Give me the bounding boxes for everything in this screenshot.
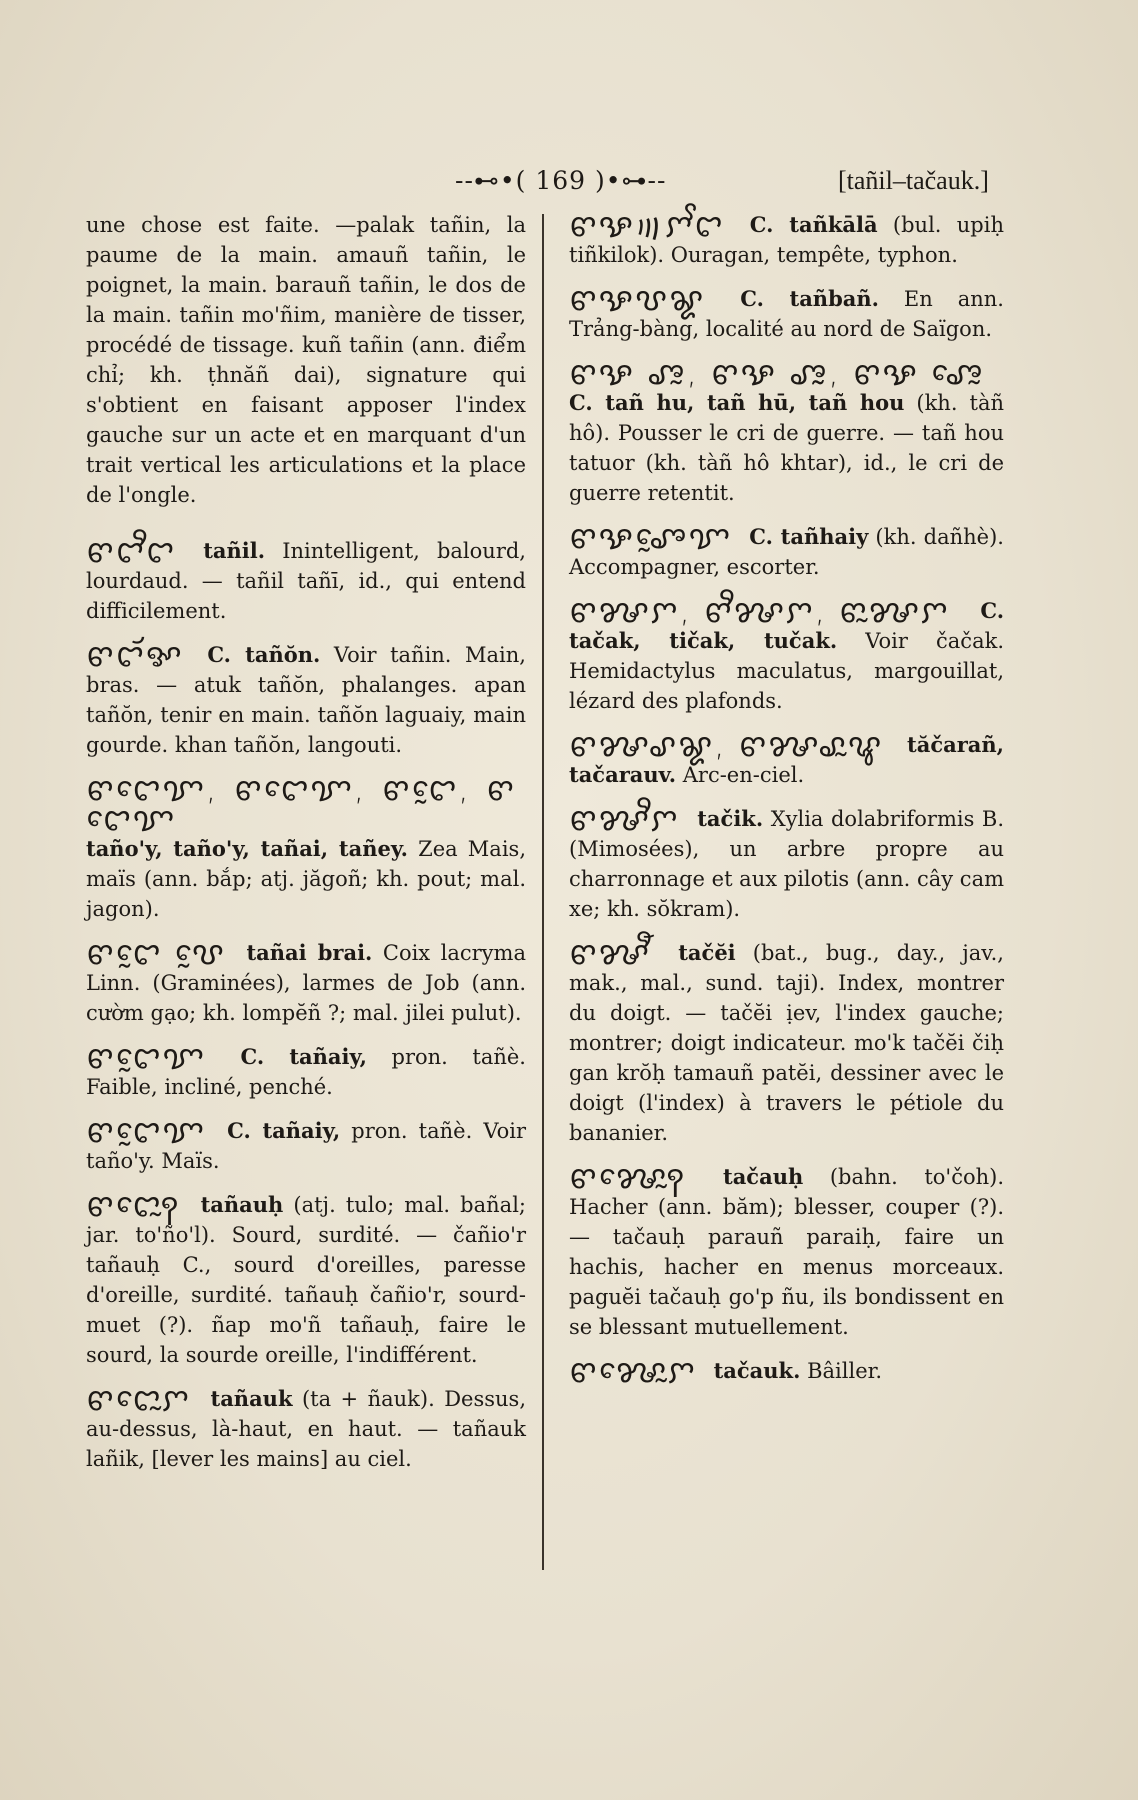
page-number: --⊷•( 169 )•⊶-- (455, 166, 667, 195)
entry-headword: tăčarañ, tačarauv. (569, 732, 1004, 787)
dictionary-entry (86, 1380, 526, 1474)
entry-text: Bâiller. (807, 1359, 883, 1383)
dictionary-entry (569, 280, 1004, 344)
dictionary-entry (86, 770, 526, 924)
page-header (0, 166, 1138, 206)
dictionary-entry (569, 726, 1004, 790)
right-column (569, 206, 1005, 1400)
entry-text: (kh. dañhè). Accompagner, escorter. (569, 525, 1004, 579)
entry-headword: C. tañŏn. (207, 642, 321, 667)
dictionary-entry (86, 1112, 527, 1176)
dictionary-entry (86, 532, 526, 626)
cham-script-word: ꨓꨍꨆ, ꨓꨪꨍꨆ, ꨓꨭꨍꨆ (569, 592, 950, 630)
cham-script-word: ꨓꨍꨣꨘ, ꨓꨍꨣꨭꨥ (569, 726, 884, 764)
dictionary-entry (569, 934, 1004, 1148)
dictionary-entry (86, 934, 526, 1028)
entry-text: (atj. tulo; mal. bañal; jar. to'ño'l). Sourd, surdité. — čañio'r tañauḥ C., sourd d'oreilles, paresse d'oreille, surdité. tañauḥ čañio'r, sourd-muet (?). ñap mo'ñ tañauḥ, faire le sourd, la sourde oreille, l'indifférent. (86, 1193, 526, 1367)
entry-text: pron. tañè. Voir taño'y. Maïs. (86, 1119, 527, 1173)
entry-headword: C. tañ hu, tañ hū, tañ hou (569, 390, 905, 415)
entry-headword: C. tañaiy, (240, 1044, 367, 1069)
entry-text: (bat., bug., day., jav., mak., mal., sund. taji). Index, montrer du doigt. — tačĕi ịev, l'index gauche; montrer; doigt indicateur. mo'k tačĕi čiḥ gan krŏḥ tamauñ patĕi, dessiner avec le doigt (l'index) à travers le pétiole du bananier. (569, 941, 1004, 1145)
cham-script-word: ꨓꨤꨰꨢ (86, 1112, 206, 1150)
entry-continuation (86, 210, 526, 510)
entry-headword: tačauḥ (723, 1164, 804, 1189)
left-column (86, 210, 526, 1488)
dictionary-entry (569, 1352, 1004, 1390)
dictionary-entry (569, 1158, 1004, 1342)
entry-headword: tañil. (203, 538, 266, 563)
entry-headword: tañai brai. (246, 940, 373, 965)
dictionary-entry (569, 354, 1004, 508)
entry-text: (kh. tàñ hô). Pousser le cri de guerre. — tañ hou tatuor (kh. tàñ hô khtar), id., le cri de guerre retentit. (569, 391, 1004, 505)
cham-script-word: ꨓꨊꨨꨰꨢ (569, 518, 733, 556)
entry-text: (bul. upiḥ tiñkilok). Ouragan, tempête, typhon. (569, 213, 1004, 267)
entry-headword: tañauḥ (200, 1192, 284, 1217)
dictionary-entry (86, 636, 526, 760)
entry-headword: C. tañhaiy (749, 524, 869, 549)
entry-text: Inintelligent, balourd, lourdaud. — tañil tañī, id., qui entend difficilement. (86, 539, 526, 623)
running-head: [tañil–tačauk.] (838, 166, 989, 195)
entry-text: (ta + ñauk). Dessus, au-dessus, là-haut, en haut. — tañauk lañik, [lever les mains] au ciel. (86, 1387, 526, 1471)
entry-headword: tañauk (210, 1386, 293, 1411)
entry-headword: C. tačak, tičak, tučak. (569, 598, 1004, 653)
dictionary-entry (86, 1038, 526, 1102)
cham-script-word: ꨓꨍꨬ (569, 934, 652, 972)
cham-script-word: ꨓꨍꨯꨭꨆ (569, 1352, 697, 1390)
entry-text: Xylia dolabriformis B. (Mimosées), un arbre propre au charronnage et aux pilotis (ann. cây cam xe; kh. sŏkram). (569, 807, 1005, 921)
entry-headword: taño'y, taño'y, tañai, tañey. (86, 836, 408, 861)
entry-headword: C. tañaiy, (227, 1118, 341, 1143)
entry-headword: C. tañbañ. (740, 286, 879, 311)
dictionary-entry (569, 800, 1005, 924)
cham-script-word: ꨓꨤꨯꨢ, ꨓꨤꨯꨢ, ꨓꨤꨰ, ꨓꨤꨯꨢ (86, 770, 516, 838)
cham-script-word: ꨓꨊꨝꨘ (569, 280, 706, 318)
entry-text: pron. tañè. Faible, incliné, penché. (86, 1045, 526, 1099)
dictionary-entry (86, 1186, 526, 1370)
entry-text: Voir tañin. Main, bras. — atuk tañŏn, phalanges. apan tañŏn, tenir en main. tañŏn laguaiy, main gourde. khan tañŏn, langouti. (86, 643, 526, 757)
entry-text: En ann. Trảng-bàng, localité au nord de Saïgon. (569, 287, 1004, 341)
cham-script-word: ꨓꨊ꩟ꨆꨩꨤ (569, 206, 725, 244)
cham-script-word: ꨓꨤꨪꨤ (86, 532, 177, 570)
entry-headword: tačauk. (713, 1358, 801, 1383)
cham-script-word: ꨓꨍꨪꨆ (569, 800, 680, 838)
cham-script-word: ꨓꨤꨮꨀ (86, 636, 184, 674)
dictionary-entry (569, 592, 1004, 716)
cham-script-word: ꨓꨤꨯꨭꨆ (86, 1380, 192, 1418)
cham-script-word: ꨓꨍꨯꨭꩍ (569, 1158, 687, 1196)
cham-script-word: ꨓꨤꨯꨭꩍ (86, 1186, 181, 1224)
entry-headword: C. tañkālā (749, 212, 878, 237)
dictionary-entry (569, 206, 1004, 270)
entry-text: Coix lacryma Linn. (Graminées), larmes de Job (ann. cườm gạo; kh. lompĕñ ?; mal. jilei pulut). (86, 941, 526, 1025)
entry-text: Voir čačak. Hemidactylus maculatus, margouillat, lézard des plafonds. (569, 629, 1004, 713)
dictionary-entry (569, 518, 1004, 582)
entry-headword: tačĕi (678, 940, 736, 965)
entry-text: Zea Mais, maïs (ann. bắp; atj. jăgoñ; kh. pout; mal. jagon). (86, 837, 526, 921)
entry-headword: tačik. (697, 806, 764, 831)
cham-script-word: ꨓꨤꨰ ꨝꨰ (86, 934, 226, 972)
cham-script-word: ꨓꨤꨰꨢ (86, 1038, 206, 1076)
entry-text: (bahn. to'čoh). Hacher (ann. băm); blesser, couper (?). — tačauḥ parauñ paraiḥ, faire un hachis, hacher en menus morceaux. paguĕi tačauḥ go'p ñu, ils bondissent en se blessant mutuellement. (569, 1165, 1004, 1339)
column-divider (542, 214, 544, 1570)
entry-text: une chose est faite. —palak tañin, la paume de la main. amauñ tañin, le poignet, la main. barauñ tañin, le dos de la main. tañin mo'ñim, manière de tisser, procédé de tissage. kuñ tañin (ann. điểm chỉ; kh. ṭhnăñ dai), signature qui s'obtient en faisant apposer l'index gauche sur un acte et en marquant d'un trait vertical les articulations et la place de l'ongle. (86, 213, 526, 507)
cham-script-word: ꨓꨊ ꨨꨭ, ꨓꨊ ꨨꨭꨭ, ꨓꨊ ꨨꨯꨭ (569, 354, 985, 392)
entry-text: Arc-en-ciel. (682, 763, 805, 787)
